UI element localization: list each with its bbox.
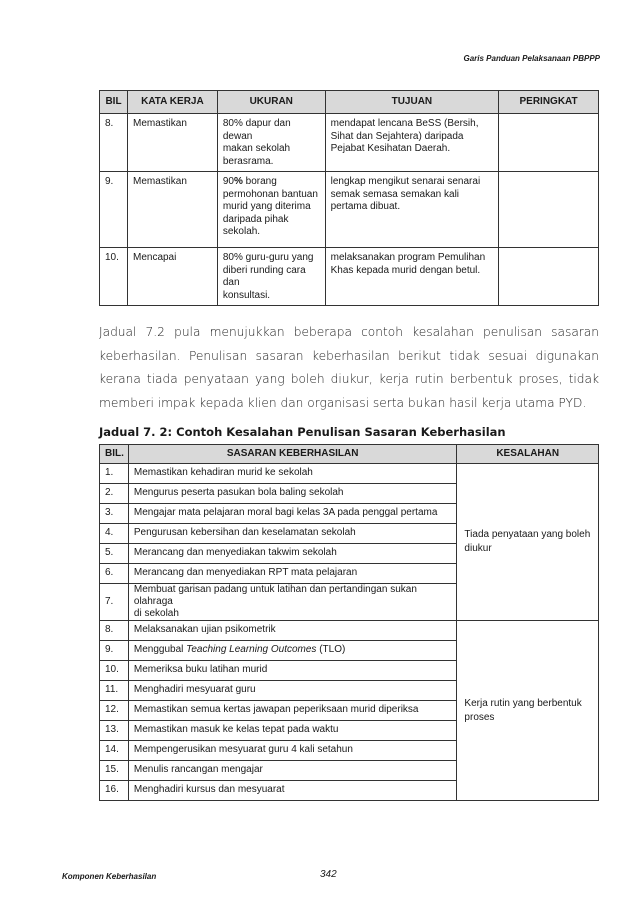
header-sasaran: SASARAN KEBERHASILAN [128, 445, 457, 464]
header-ukuran: UKURAN [217, 91, 325, 114]
cell-bil: 9. [100, 641, 129, 661]
cell-sasaran: Memeriksa buku latihan murid [128, 661, 457, 681]
header-kesalahan: KESALAHAN [457, 445, 599, 464]
cell-bil: 11. [100, 681, 129, 701]
table-row [100, 172, 599, 248]
cell-bil: 1. [100, 464, 129, 484]
cell-peringkat [499, 172, 599, 248]
error-examples-table [99, 444, 599, 801]
header-kata-kerja: KATA KERJA [127, 91, 217, 114]
cell-sasaran: Memastikan masuk ke kelas tepat pada waktu [128, 721, 457, 741]
page-number: 342 [320, 869, 337, 880]
table-caption: Jadual 7. 2: Contoh Kesalahan Penulisan Sasaran Keberhasilan [99, 425, 506, 439]
cell-bil: 8. [100, 114, 128, 172]
cell-bil: 13. [100, 721, 129, 741]
cell-sasaran: Mengurus peserta pasukan bola baling sekolah [128, 484, 457, 504]
cell-bil: 3. [100, 504, 129, 524]
cell-bil: 15. [100, 761, 129, 781]
cell-bil: 10. [100, 661, 129, 681]
cell-sasaran: Menghadiri kursus dan mesyuarat [128, 781, 457, 801]
header-bil: BIL [100, 91, 128, 114]
table-row [100, 114, 599, 172]
table-row [100, 621, 599, 641]
cell-peringkat [499, 248, 599, 306]
cell-sasaran: Mengajar mata pelajaran moral bagi kelas 3A pada penggal pertama [128, 504, 457, 524]
table-row [100, 464, 599, 484]
cell-bil: 2. [100, 484, 129, 504]
cell-sasaran: Merancang dan menyediakan RPT mata pelajaran [128, 564, 457, 584]
cell-sasaran: Memastikan kehadiran murid ke sekolah [128, 464, 457, 484]
cell-sasaran: Pengurusan kebersihan dan keselamatan sekolah [128, 524, 457, 544]
cell-sasaran: Menghadiri mesyuarat guru [128, 681, 457, 701]
header-tujuan: TUJUAN [325, 91, 499, 114]
cell-ukuran: 80% dapur dan dewan makan sekolah berasrama. [217, 114, 325, 172]
cell-bil: 10. [100, 248, 128, 306]
cell-kata: Memastikan [127, 114, 217, 172]
cell-bil: 4. [100, 524, 129, 544]
cell-bil: 6. [100, 564, 129, 584]
cell-bil: 14. [100, 741, 129, 761]
cell-ukuran: 80% guru-guru yang diberi runding cara dan konsultasi. [217, 248, 325, 306]
body-paragraph: Jadual 7.2 pula menujukkan beberapa contoh kesalahan penulisan sasaran keberhasilan. Penulisan sasaran keberhasilan berikut tidak sesuai digunakan kerana tiada penyataan yang boleh diukur, kerja rutin berbentuk proses, tidak memberi impak kepada klien dan organisasi serta bukan hasil kerja utama PYD. [99, 325, 599, 410]
cell-sasaran: Merancang dan menyediakan takwim sekolah [128, 544, 457, 564]
cell-bil: 8. [100, 621, 129, 641]
cell-tujuan: melaksanakan program Pemulihan Khas kepada murid dengan betul. [325, 248, 499, 306]
cell-sasaran: Memastikan semua kertas jawapan peperiksaan murid diperiksa [128, 701, 457, 721]
cell-bil: 9. [100, 172, 128, 248]
cell-tujuan: lengkap mengikut senarai senarai semak semasa semakan kali pertama dibuat. [325, 172, 499, 248]
cell-bil: 16. [100, 781, 129, 801]
cell-kesalahan: Tiada penyataan yang boleh diukur [457, 464, 599, 621]
cell-bil: 12. [100, 701, 129, 721]
cell-sasaran: Menulis rancangan mengajar [128, 761, 457, 781]
footer-section-name: Komponen Keberhasilan [62, 872, 157, 881]
cell-kesalahan: Kerja rutin yang berbentuk proses [457, 621, 599, 801]
table-header-row [100, 91, 599, 114]
cell-kata: Mencapai [127, 248, 217, 306]
cell-ukuran: 90% borang permohonan bantuan murid yang diterima daripada pihak sekolah. [217, 172, 325, 248]
cell-peringkat [499, 114, 599, 172]
table-row [100, 248, 599, 306]
measure-table [99, 90, 599, 306]
cell-sasaran: Mempengerusikan mesyuarat guru 4 kali setahun [128, 741, 457, 761]
header-peringkat: PERINGKAT [499, 91, 599, 114]
cell-bil: 7. [100, 584, 129, 621]
cell-tujuan: mendapat lencana BeSS (Bersih, Sihat dan Sejahtera) daripada Pejabat Kesihatan Daerah. [325, 114, 499, 172]
header-bil: BIL. [100, 445, 129, 464]
cell-sasaran: Menggubal Teaching Learning Outcomes (TLO) [128, 641, 457, 661]
cell-bil: 5. [100, 544, 129, 564]
cell-kata: Memastikan [127, 172, 217, 248]
table-header-row [100, 445, 599, 464]
cell-sasaran: Membuat garisan padang untuk latihan dan pertandingan sukan olahraga di sekolah [128, 584, 457, 621]
header-note: Garis Panduan Pelaksanaan PBPPP [463, 54, 600, 63]
cell-sasaran: Melaksanakan ujian psikometrik [128, 621, 457, 641]
